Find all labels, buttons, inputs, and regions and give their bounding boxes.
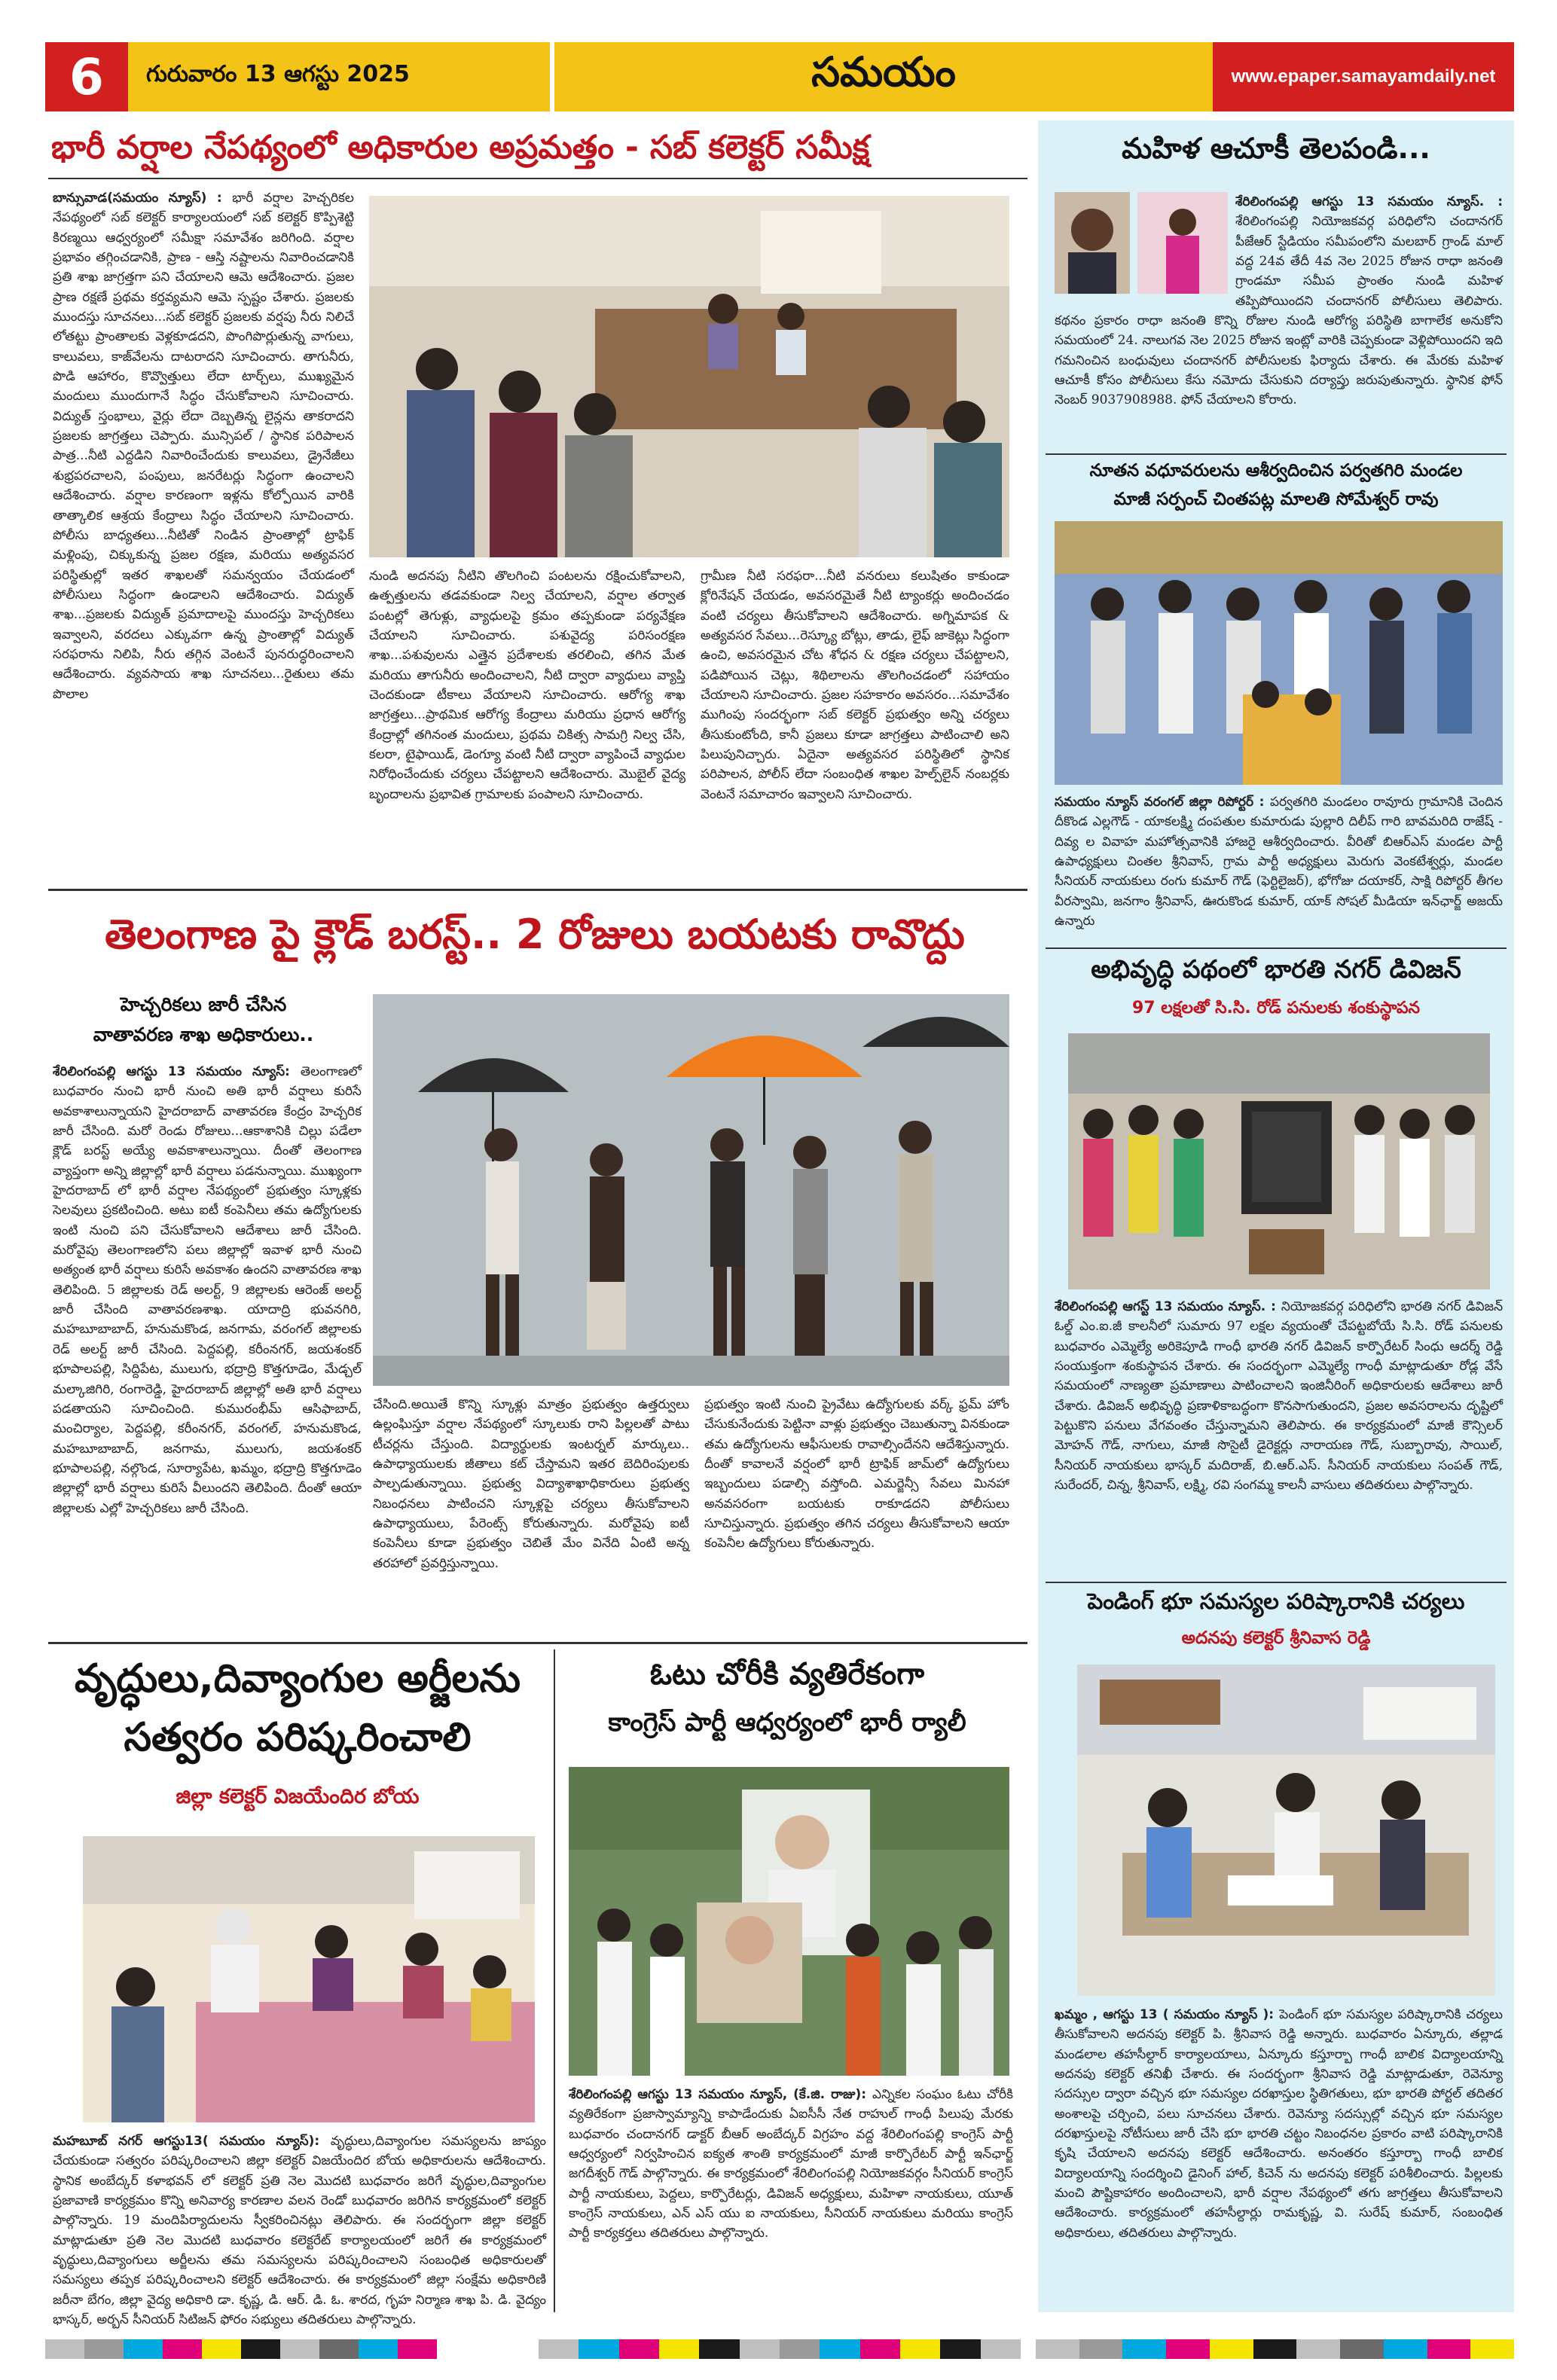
story3-dateline: మహబూబ్ నగర్ ఆగస్టు13( సమయం న్యూస్): <box>53 2134 331 2149</box>
story1-column-2 <box>369 566 685 883</box>
story1-meeting-photo <box>369 196 1009 557</box>
story6-text: పర్వతగిరి మండలం రావూరు గ్రామానికి చెందిన దీకొండ ఎల్లగౌడ్ - యాకలక్ష్మి దంపతుల కుమారుడు పుల్లారి దిలీప్ గారి బావమరిది రాజేష్ - దివ్య ల వివాహ మహోత్సవానికి హాజరై ఆశీర్వదించారు. వీరితో బిఆర్ఎస్ మండల పార్టీ ఉపాధ్యక్షులు చింతల శ్రీనివాస్, గ్రామ పార్టీ అధ్యక్షులు మెరుగు వెంకటేశ్వర్లు, మండల సీనియర్ నాయకులు రంగు కుమార్ గౌడ్ (ఫెర్టిలైజర్), భోగోజు దయాకర్, సాక్షి రిపోర్టర్ తీగల వీరస్వామి, జనగాం శ్రీనివాస్, ఊరుకొండ కుమార్, యాక్ సోషల్ మీడియా ఇన్‌ఛార్జ్ అజయ్ ఉన్నారు <box>1055 795 1504 929</box>
story1-dateline: బాన్సువాడ(సమయం న్యూస్) : <box>53 191 233 206</box>
story2-subhead-1: హెచ్చరికలు జారీ చేసిన <box>120 993 287 1015</box>
issue-date: గురువారం 13 ఆగస్టు 2025 <box>128 42 550 111</box>
story3-text: వృద్ధులు,దివ్యాంగుల సమస్యలను జాప్యం చేయకుండా సత్వరం పరిష్కరించాలని జిల్లా కలెక్టర్ విజయేందిర బోయ అధికారులను ఆదేశించారు. స్థానిక అంబేద్కర్ కళాభవన్ లో కలెక్టర్ ప్రతి నెల మొదటి బుధవారం జరిగే వృద్ధుల,దివ్యాంగుల ప్రజావాణి కార్యక్రమం కొన్ని అనివార్య కారణాల వలన రెండో బుధవారం జరిగిన కార్యక్రమంలో కలెక్టర్ పాల్గొన్నారు. 19 మందిపిర్యాదులను స్వీకరించినట్లు తెలిపారు. ఈ సందర్భంగా జిల్లా కలెక్టర్ మాట్లాడుతూ ప్రతి నెల మొదటి బుధవారం కలెక్టరేట్ కార్యాలయంలో జరిగే ఈ కార్యక్రమంలో వృద్ధులు,దివ్యాంగులు అర్జీలను తమ సమస్యలను పరిష్కరించాలని సంబంధిత అధికారులతో సమస్యలు తప్పక పరిష్కరించాలని కలెక్టర్ ఆదేశించారు. ఈ కార్యక్రమంలో జిల్లా సంక్షేమ అధికారిణి జరీనా బేగం, జిల్లా వైద్య అధికారి డా. కృష్ణ, డి. ఆర్. డి. ఓ. శారద, గృహ నిర్మాణ శాఖ పి. డి. వైద్యం భాస్కర్, అర్బన్ సీనియర్ సిటిజన్ ఫోరం సభ్యులు తదితరులు పాల్గొన్నారు. <box>53 2134 546 2328</box>
story1-text-1: భారీ వర్షాల హెచ్చరికల నేపథ్యంలో సబ్ కలెక్టర్ కార్యాలయంలో సబ్ కలెక్టర్ కొప్పిశెట్టి కిరణ్మయి ఆధ్వర్యంలో సమీక్షా సమావేశం జరిగింది. వర్షాల ప్రభావం తగ్గించడానికి, ప్రాణ - ఆస్తి నష్టాలను నివారించడానికి ప్రతి శాఖ జాగ్రత్తగా పని చేయాలని ఆమె ఆదేశించారు. ప్రజల ప్రాణ రక్షణే ప్రథమ కర్తవ్యమని ఆమె స్పష్టం చేశారు. ప్రజలకు ముందస్తు సూచనలు...సబ్ కలెక్టర్ ప్రజలకు వర్షపు నీరు నిలిచే లోతట్టు ప్రాంతాలకు వెళ్లకూడదని, పొంగిపొర్లుతున్న వాగులు, కాలువలు, కాజ్‌వేలను దాటరాదని సూచించారు. తాగునీరు, పొడి ఆహారం, కొవ్వొత్తులు లేదా టార్చ్‌లు, ముఖ్యమైన మందులు ముందుగానే సిద్ధం చేసుకోవాలని సూచించారు. విద్యుత్ స్తంభాలు, వైర్లు లేదా దెబ్బతిన్న లైన్లను తాకరాదని ప్రజలకు జాగ్రత్తలు చెప్పారు. మున్సిపల్ / స్థానిక పరిపాలన పాత్ర...నీటి ఎద్దడిని నివారించేందుకు కాలువలు, డ్రైనేజీలు శుభ్రపరచాలని, పంపులు, జనరేటర్లు సిద్ధంగా ఉంచాలని ఆదేశించారు. వర్షాల కారణంగా ఇళ్లను కోల్పోయిన వారికి తాత్కాలిక ఆశ్రయ కేంద్రాలు సిద్ధం చేయాలని సూచించారు. పోలీసు బాధ్యతలు...నీటితో నిండిన ప్రాంతాల్లో ట్రాఫిక్ మళ్లింపు, చిక్కుకున్న ప్రజల రక్షణ, మరియు అత్యవసర పరిస్థితుల్లో ఇతర శాఖలతో సమన్వయం చేయడంలో పోలీసులు సిద్ధంగా ఉండాలని ఆదేశించారు. విద్యుత్ శాఖ...ప్రజలకు విద్యుత్ ప్రమాదాలపై ముందస్తు హెచ్చరికలు ఇవ్వాలని, వరదలు ఎక్కువగా ఉన్న ప్రాంతాల్లో విద్యుత్ సరఫరాను నిలిపి, నీరు తగ్గిన వెంటనే పునరుద్ధరించాలని ఆదేశించారు. వ్యవసాయ శాఖ సూచనలు...రైతులు తమ పొలాల <box>53 191 354 702</box>
story2-subhead-2: వాతావరణ శాఖ అధికారులు.. <box>93 1024 314 1045</box>
divider <box>554 1649 555 2312</box>
story2-text-3: ప్రభుత్వం ఇంటి నుంచి ప్రైవేటు ఉద్యోగులకు వర్క్ ఫ్రమ్ హోం చేసుకునేందుకు పెట్టినా వాళ్లు ప్రభుత్వం చెబుతున్నా వినకుండా తమ ఉద్యోగులను ఆఫీసులకు రావాల్సిందేనని ఆదేశిస్తున్నారు. దీంతో కావాలనే వర్షంలో భారీ ట్రాఫిక్ జామ్‌లో ఉద్యోగులు ఇబ్బందులు పడాల్సి వస్తోంది. ఎమర్జెన్సీ సేవలు మినహా అనవసరంగా బయటకు రాకూడదని పోలీసులు సూచిస్తున్నారు. ప్రభుత్వం తగిన చర్యలు తీసుకోవాలని ఆయా కంపెనీల ఉద్యోగులు కోరుతున్నారు. <box>704 1397 1009 1552</box>
story2-rain-photo <box>373 994 1009 1386</box>
story1-column-1 <box>53 188 354 1167</box>
story7-column <box>1055 1297 1503 1576</box>
story5-text: శేరిలింగంపల్లి నియోజకవర్గ పరిధిలోని చందానగర్ పీజేఆర్ స్టేడియం సమీపంలోని మలబార్ గ్రాండ్ మాల్ వద్ద 24వ తేదీ 4వ నెల 2025 రోజున రాధా జనంతి గ్రాండమా సమీప ప్రాంతం నుండి మహిళ తప్పిపోయిందని చందానగర్ పోలీసులు తెలిపారు. కథనం ప్రకారం రాధా జనంతి కొన్ని రోజుల నుండి ఆరోగ్య పరిస్థితి బాగాలేక అనుకోని సమయంలో 24. నాలుగవ నెల 2025 రోజున ఇంట్లో వారికి చెప్పకుండా వెళ్లిపోయిందని ఇది గమనించిన బంధువులు చందానగర్ పోలీసులకు ఫిర్యాదు చేశారు. ఈ మేరకు మహిళ ఆచూకీ కోసం పోలీసులు కేసు నమోదు చేసుకుని దర్యాప్తు జరుపుతున్నారు. స్థానిక ఫోన్ నెంబర్ 9037908988. ఫోన్ చేయాలని కోరారు. <box>1055 214 1503 408</box>
divider <box>1046 947 1507 949</box>
story2-headline: తెలంగాణ పై క్లౌడ్ బరస్ట్.. 2 రోజులు బయటకు రావొద్దు <box>105 911 965 958</box>
story7-dateline: శేరిలింగంపల్లి ఆగస్ట్ 13 సమయం న్యూస్. : <box>1055 1299 1281 1314</box>
story4-dateline: శేరిలింగంపల్లి ఆగస్టు 13 సమయం న్యూస్, (కే.జి. రాజు): <box>569 2087 873 2102</box>
page-number: 6 <box>45 42 128 111</box>
story6-dateline: సమయం న్యూస్ వరంగల్ జిల్లా రిపోర్టర్ : <box>1055 795 1270 810</box>
story2-text-2: చేసింది.అయితే కొన్ని స్కూళ్లు మాత్రం ప్రభుత్వం ఉత్తర్వులు ఉల్లంఘిస్తూ వర్షాల నేపథ్యంలో స్కూలుకు రాని పిల్లలతో పాటు టీచర్లను చేస్తుంది. విద్యార్థులకు ఇంటర్నల్ మార్కులు.. ఉపాధ్యాయులకు జీతాలు కట్ చేస్తామని ఇతర బెదిరింపులకు పాల్పడుతున్నాయి. ప్రభుత్వ విద్యాశాఖాధికారులు ప్రభుత్వ నిబంధనలు పాటించని స్కూళ్లపై చర్యలు తీసుకోవాలని ఉపాధ్యాయులు, పేరెంట్స్ కోరుతున్నారు. మరోవైపు ఐటీ కంపెనీలు కూడా ప్రభుత్వం చెబితే మేం వినేది ఏంటి అన్న తరహాలో ప్రవర్తిస్తున్నాయి. <box>373 1397 689 1571</box>
color-registration-bar <box>1036 2339 1514 2359</box>
story8-headline: పెండింగ్ భూ సమస్యల పరిష్కారానికి చర్యలు <box>1087 1588 1465 1614</box>
story4-headline-1: ఓటు చోరీకి వ్యతిరేకంగా <box>649 1657 925 1692</box>
story3-collector-photo <box>83 1836 535 2122</box>
divider <box>1046 1582 1507 1583</box>
story1-column-3 <box>701 566 1009 883</box>
story4-headline-2: కాంగ్రెస్ పార్టీ ఆధ్వర్యంలో భారీ ర్యాలీ <box>608 1707 966 1738</box>
story5-dateline: శేరిలింగంపల్లి ఆగస్టు 13 సమయం న్యూస్. : <box>1235 194 1503 209</box>
story8-dateline: ఖమ్మం , ఆగస్టు 13 ( సమయం న్యూస్ ): <box>1055 2007 1280 2022</box>
story8-column <box>1055 2005 1503 2312</box>
story6-column <box>1055 792 1503 943</box>
divider <box>48 178 1027 179</box>
story3-headline-1: వృద్ధులు,దివ్యాంగుల అర్జీలను <box>74 1656 521 1701</box>
story5-headline: మహిళ ఆచూకీ తెలపండి... <box>1122 132 1430 165</box>
masthead <box>45 42 1514 111</box>
story2-dateline: శేరిలింగంపల్లి ఆగస్టు 13 సమయం న్యూస్: <box>53 1064 301 1079</box>
newspaper-brand: సమయం <box>550 42 1213 111</box>
divider <box>1046 453 1507 455</box>
story7-text: నియోజకవర్గ పరిధిలోని భారతి నగర్ డివిజన్ ఓల్డ్ ఎం.ఐ.జీ కాలనీలో సుమారు 97 లక్షల వ్యయంతో చేపట్టబోయే సి.సి. రోడ్ పనులకు బుధవారం ఎమ్మెల్యే అరికెపూడి గాంధీ భారతి నగర్ డివిజన్ కార్పొరేటర్ సింధు ఆదర్శ్ రెడ్డి సంయుక్తంగా శంకుస్థాపన చేశారు. ఈ సందర్భంగా ఎమ్మెల్యే గాంధీ మాట్లాడుతూ రోడ్ల వేసే సమయంలో నాణ్యతా ప్రమాణాలు పాటించాలని ఇంజినీరింగ్ అధికారులకు ఆదేశాలు జారీ చేశారు. డివిజన్ అభివృద్ధి ప్రణాళికాబద్ధంగా కొనసాగుతుందని, ప్రజల అవసరాలను దృష్టిలో పెట్టుకొని పనులు వేగవంతం చేస్తున్నామని తెలిపారు. ఈ కార్యక్రమంలో మాజీ కౌన్సిలర్ మోహన్ గౌడ్, నాగులు, మాజీ సొసైటీ డైరెక్టర్లు నారాయణ గౌడ్, సుబ్బారావు, సాయిల్, సీనియర్ నాయకులు భాస్కర్ మదిరాజ్, బి.ఆర్.ఎస్. సీనియర్ నాయకులు సంపత్ గౌడ్, సురేందర్, చిన్న, శ్రీనివాస్, లక్ష్మి, రవి సంగమ్మ కాలనీ వాసులు తదితరులు పాల్గొన్నారు. <box>1055 1299 1503 1494</box>
story3-column <box>53 2131 546 2328</box>
story1-text-2: నుండి అదనపు నీటిని తొలగించి పంటలను రక్షించుకోవాలని, ఉత్పత్తులను తడవకుండా నిల్వ చేయాలని, వర్షాల తర్వాత పంటల్లో తెగుళ్లు, వ్యాధులపై క్రమం తప్పకుండా పర్యవేక్షణ చేయాలని సూచించారు. పశువైద్య పరిసంరక్షణ శాఖ...పశువులను ఎత్తైన ప్రదేశాలకు తరలించి, తగిన మేత మరియు తాగునీరు అందించాలని, నీటి ద్వారా వ్యాధులు వ్యాప్తి చెందకుండా టీకాలు వేయాలని సూచించారు. ఆరోగ్య శాఖ జాగ్రత్తలు...ప్రాథమిక ఆరోగ్య కేంద్రాలు మరియు ప్రధాన ఆరోగ్య కేంద్రాల్లో తగినంత మందులు, ప్రథమ చికిత్స సామగ్రి నిల్వ చేసి, కలరా, టైఫాయిడ్, డెంగ్యూ వంటి నీటి ద్వారా వ్యాపించే వ్యాధుల నిరోధించేందుకు చర్యలు చేపట్టాలని ఆదేశించారు. మొబైల్ వైద్య బృందాలను ప్రభావిత గ్రామాలకు పంపాలని సూచించారు. <box>369 569 685 802</box>
story1-headline: భారీ వర్షాల నేపథ్యంలో అధికారుల అప్రమత్తం - సబ్ కలెక్టర్ సమీక్ష <box>51 129 870 166</box>
story2-column-1 <box>53 1062 362 1634</box>
divider <box>48 889 1027 891</box>
story8-inspection-photo <box>1077 1664 1495 1996</box>
story3-headline-2: సత్వరం పరిష్కరించాలి <box>124 1715 472 1760</box>
divider <box>48 1642 1027 1644</box>
story2-column-3 <box>704 1395 1009 1634</box>
story8-text: పెండింగ్ భూ సమస్యల పరిష్కారానికి చర్యలు తీసుకోవాలని అదనపు కలెక్టర్ పి. శ్రీనివాస రెడ్డి అన్నారు. బుధవారం ఏన్కూరు, తల్లాడ మండలాల తహసీల్దార్ కార్యాలయాలు, ఏన్కూరు కస్తూర్బా గాంధీ బాలిక విద్యాలయాన్ని అదనపు కలెక్టర్ తనిఖీ చేశారు. ఈ సందర్భంగా శ్రీనివాస రెడ్డి మాట్లాడుతూ, రెవెన్యూ సదస్సుల ద్వారా వచ్చిన భూ సమస్యల దరఖాస్తుల స్థితిగతులు, భూ భారతి పోర్టల్ తదితర అంశాలపై చర్చించి, పలు సూచనలు చేశారు. రెవెన్యూ సదస్సుల్లో వచ్చిన భూ సమస్యల దరఖాస్తులపై నోటీసులు జారీ చేసి భూ భారతి చట్టం నిబంధనల ప్రకారం వాటి పరిష్కారానికి కృషి చేయాలని అదనపు కలెక్టర్ ఆదేశించారు. అనంతరం కస్తూర్బా గాంధీ బాలిక విద్యాలయాన్ని సందర్శించి డైనింగ్ హాల్, కిచెన్ ను అదనపు కలెక్టర్ పరిశీలించారు. పిల్లలకు మంచి పౌష్టికాహారం అందించాలని, భారీ వర్షాల నేపథ్యంలో తగు జాగ్రత్తలు తీసుకోవాలని ఆదేశించారు. కార్యక్రమంలో తహసీల్దార్లు రామకృష్ణ, వి. సురేష్ కుమార్, సంబంధిత అధికారులు, తదితరులు పాల్గొన్నారు. <box>1055 2007 1503 2241</box>
color-registration-bar <box>45 2339 437 2359</box>
story8-subhead: అదనపు కలెక్టర్ శ్రీనివాస రెడ్డి <box>1181 1628 1371 1648</box>
story6-headline-1: నూతన వధూవరులను ఆశీర్వదించిన పర్వతగిరి మండల <box>1089 461 1463 481</box>
story3-byline: జిల్లా కలెక్టర్ విజయేందిర బోయ <box>176 1785 420 1808</box>
story5-column <box>1055 192 1503 448</box>
story7-foundation-photo <box>1068 1033 1490 1289</box>
story6-wedding-photo <box>1055 521 1503 785</box>
story7-headline: అభివృద్ధి పథంలో భారతి నగర్ డివిజన్ <box>1091 954 1461 984</box>
epaper-url[interactable]: www.epaper.samayamdaily.net <box>1213 42 1514 111</box>
story4-text: ఎన్నికల సంఘం ఓటు చోరీకి వ్యతిరేకంగా ప్రజాస్వామ్యాన్ని కాపాడేందుకు ఏఐసీసీ నేత రాహుల్ గాంధీ పిలుపు మేరకు బుధవారం చందానగర్ డాక్టర్ బీఆర్ అంబేద్కర్ విగ్రహం వద్ద శేరిలింగంపల్లి కాంగ్రెస్ పార్టీ ఆధ్వర్యంలో నిర్వహించిన ఐక్యత శాంతి కార్యక్రమంలో మాజీ కార్పొరేటర్ పార్టీ ఇన్‌ఛార్జ్ జగదీశ్వర్ గౌడ్ పాల్గొన్నారు. ఈ కార్యక్రమంలో శేరిలింగంపల్లి నియోజకవర్గం సీనియర్ కాంగ్రెస్ పార్టీ నాయకులు, పెద్దలు, కార్పొరేటర్లు, డివిజన్ అధ్యక్షులు, మహిళా నాయకులు, యూత్ కాంగ్రెస్ నాయకులు, ఎన్ ఎస్ యు ఐ నాయకులు, సీనియర్ నాయకులు మరియు కాంగ్రెస్ పార్టీ కార్యకర్తలు తదితరులు పాల్గొన్నారు. <box>569 2087 1013 2241</box>
story1-text-3: గ్రామీణ నీటి సరఫరా...నీటి వనరులు కలుషితం కాకుండా క్లోరినేషన్ చేయడం, అవసరమైతే నీటి ట్యాంకర్లు అందించడం వంటి చర్యలు తీసుకోవాలని ఆదేశించారు. అగ్నిమాపక & అత్యవసర సేవలు...రెస్క్యూ బోట్లు, తాడు, లైఫ్ జాకెట్లు సిద్ధంగా ఉంచి, అవసరమైన చోట శోధన & రక్షణ చర్యలు చేపట్టాలని, పడిపోయిన చెట్లు, శిథిలాలను తొలగించడంలో సహాయం చేయాలని సూచించారు. ప్రజల సహకారం అవసరం...సమావేశం ముగింపు సందర్భంగా సబ్ కలెక్టర్ ప్రభుత్వం అన్ని చర్యలు తీసుకుంటోంది, కానీ ప్రజలు కూడా జాగ్రత్తలు పాటించాలి అని పిలుపునిచ్చారు. ఏదైనా అత్యవసర పరిస్థితిలో స్థానిక పరిపాలన, పోలీస్ లేదా సంబంధిత శాఖల హెల్ప్‌లైన్ నంబర్లకు వెంటనే సమాచారం ఇవ్వాలని సూచించారు. <box>701 569 1009 802</box>
story4-rally-photo <box>569 1767 1009 2076</box>
story2-column-2 <box>373 1395 689 1634</box>
color-registration-bar <box>539 2339 1021 2359</box>
story2-text-1: తెలంగాణలో బుధవారం నుంచి భారీ నుంచి అతి భారీ వర్షాలు కురిసే అవకాశాలున్నాయని హైదరాబాద్ వాతావరణ కేంద్రం హెచ్చరిక జారీ చేసింది. మరో రెండు రోజులు...ఆకాశానికి చిల్లు పడేలా క్లౌడ్ బరస్ట్ అయ్యే అవకాశాలున్నాయి. దీంతో తెలంగాణ వ్యాప్తంగా అన్ని జిల్లాల్లో భారీ వర్షాలు పడనున్నాయి. ముఖ్యంగా హైదరాబాద్ లో భారీ వర్షాల నేపథ్యంలో ప్రభుత్వం స్కూళ్లకు సెలవులు ప్రకటించింది. అటు ఐటీ కంపెనీలు తమ ఉద్యోగులకు ఇంటి నుంచి పని చేసుకోవాలని ఆదేశాలు జారీ చేసింది. మరోవైపు తెలంగాణలోని పలు జిల్లాల్లో ఇవాళ భారీ నుంచి అత్యంత భారీ వర్షాలు కురిసే అవకాశం ఉందని వాతావరణ శాఖ తెలిపింది. 5 జిల్లాలకు రెడ్ అలర్ట్, 9 జిల్లాలకు ఆరెంజ్ అలర్ట్ జారీ చేసింది వాతావరణశాఖ. యాదాద్రి భువనగిరి, మహబూబాబాద్, హనుమకొండ, జనగామ, వరంగల్ జిల్లాలకు రెడ్ అలర్ట్ జారీ చేసింది. పెద్దపల్లి, కరీంనగర్, జయశంకర్ భూపాలపల్లి, సిద్దిపేట, ములుగు, భద్రాద్రి కొత్తగూడెం, మేడ్చల్ మల్కాజిగిరి, రంగారెడ్డి, హైదరాబాద్ జిల్లాల్లో అతి భారీ వర్షాలు పడతాయని సూచించింది. కుమురంభీమ్ ఆసిఫాబాద్, మంచిర్యాల, పెద్దపల్లి, కరీంనగర్, వరంగల్, హనుమకొండ, మహబూబాబాద్, జనగామ, ములుగు, జయశంకర్ భూపాలపల్లి, నల్గొండ, సూర్యాపేట, ఖమ్మం, భద్రాద్రి కొత్తగూడెం జిల్లాల్లో భారీ వర్షాలు కురిసే వీలుందని తెలిపింది. దీంతో ఆయా జిల్లాలకు ఎల్లో హెచ్చరికలు జారీ చేసింది. <box>53 1064 362 1516</box>
story6-headline-2: మాజీ సర్పంచ్ చింతపట్ల మాలతి సోమేశ్వర్ రావు <box>1113 490 1439 509</box>
story4-column <box>569 2085 1013 2312</box>
story7-subhead: 97 లక్షలతో సి.సి. రోడ్ పనులకు శంకుస్థాపన <box>1131 999 1420 1018</box>
